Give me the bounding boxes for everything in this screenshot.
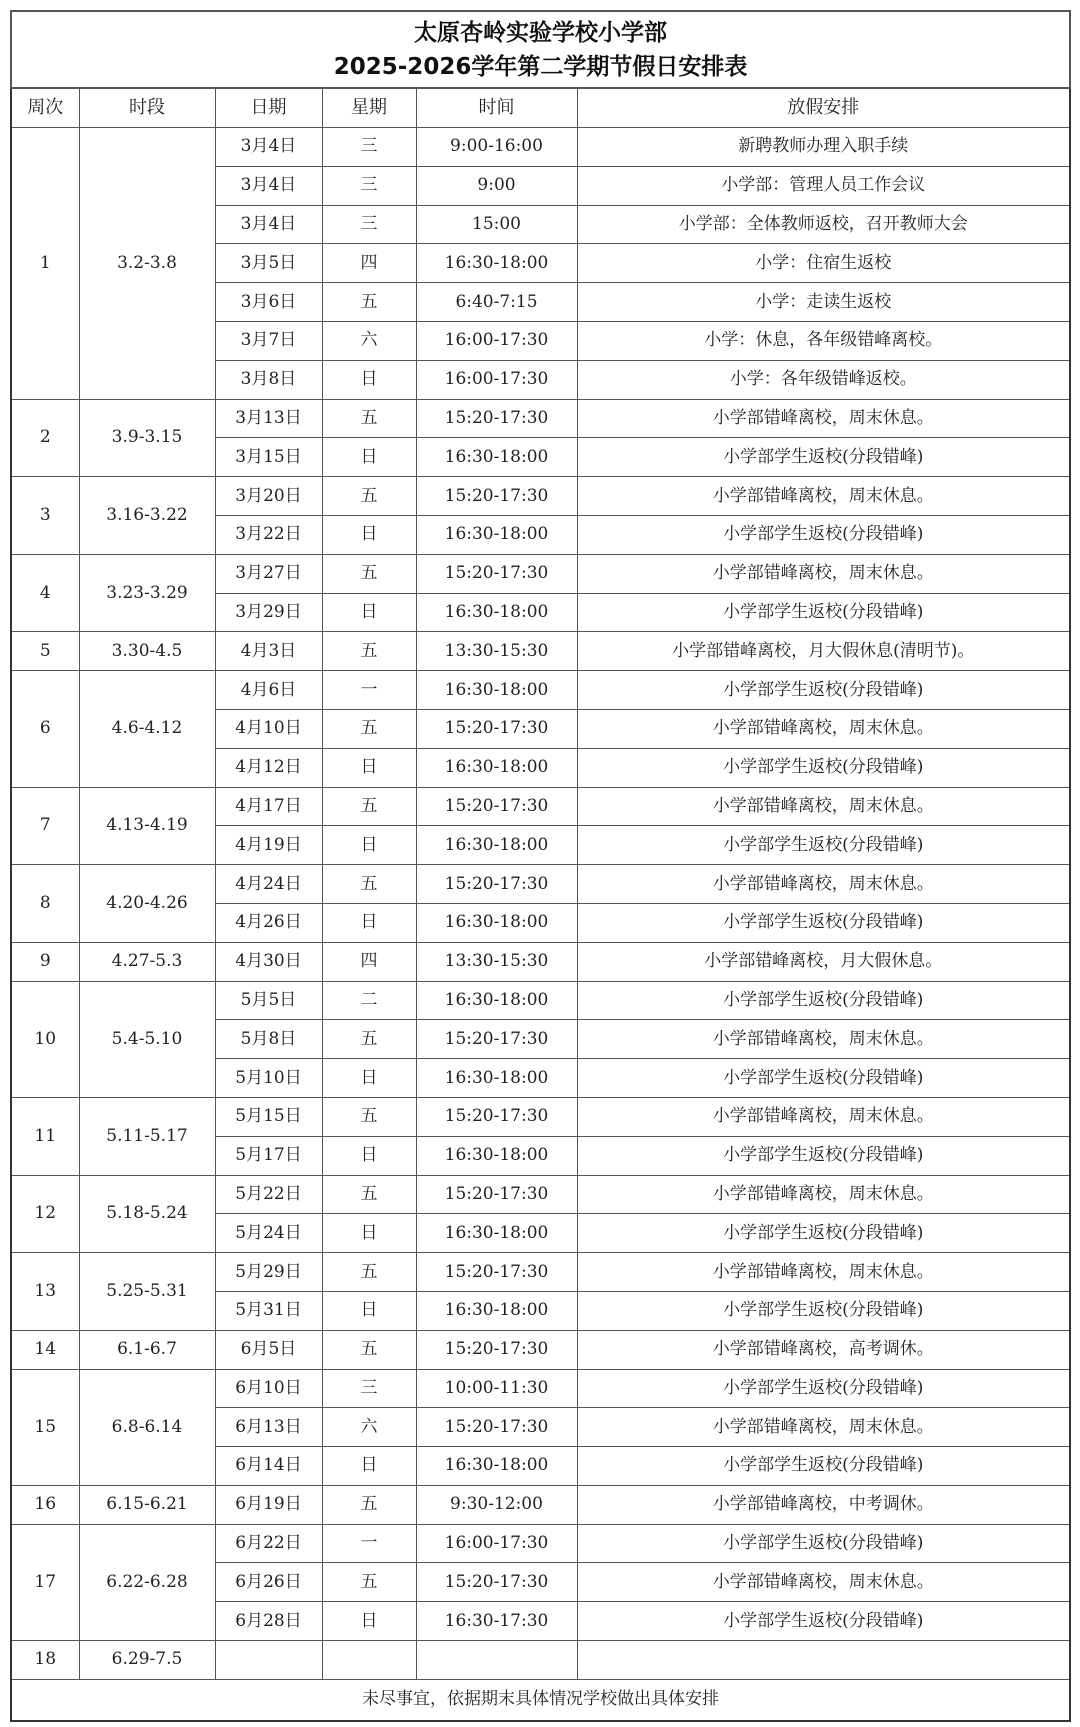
week-period: 5.25-5.31 <box>79 1253 215 1331</box>
row-arrangement: 小学部学生返校(分段错峰) <box>577 1447 1070 1486</box>
schedule-table <box>10 10 1071 1722</box>
table-row <box>11 1641 1070 1680</box>
row-arrangement: 小学部错峰离校，高考调休。 <box>577 1330 1070 1369</box>
row-time: 16:00-17:30 <box>416 360 577 399</box>
row-date: 6月19日 <box>215 1485 322 1524</box>
table-row <box>11 787 1070 826</box>
row-time: 15:20-17:30 <box>416 1097 577 1136</box>
row-arrangement: 小学部学生返校(分段错峰) <box>577 438 1070 477</box>
row-weekday: 日 <box>322 593 416 632</box>
row-date: 4月19日 <box>215 826 322 865</box>
row-date: 6月22日 <box>215 1524 322 1563</box>
row-arrangement: 小学部错峰离校，周末休息。 <box>577 399 1070 438</box>
row-time: 13:30-15:30 <box>416 942 577 981</box>
row-arrangement: 小学部错峰离校，月大假休息。 <box>577 942 1070 981</box>
row-arrangement: 新聘教师办理入职手续 <box>577 128 1070 167</box>
week-period: 5.11-5.17 <box>79 1097 215 1175</box>
week-number: 15 <box>11 1369 79 1485</box>
holiday-schedule-sheet <box>10 10 1069 1722</box>
row-time: 15:20-17:30 <box>416 554 577 593</box>
week-number: 10 <box>11 981 79 1097</box>
row-date: 3月8日 <box>215 360 322 399</box>
row-weekday: 五 <box>322 632 416 671</box>
week-number: 2 <box>11 399 79 477</box>
row-weekday: 二 <box>322 981 416 1020</box>
row-time: 15:20-17:30 <box>416 1563 577 1602</box>
row-date: 6月26日 <box>215 1563 322 1602</box>
row-time: 15:20-17:30 <box>416 1408 577 1447</box>
row-arrangement: 小学部学生返校(分段错峰) <box>577 515 1070 554</box>
row-time: 16:30-18:00 <box>416 1291 577 1330</box>
row-date: 5月10日 <box>215 1059 322 1098</box>
row-arrangement: 小学部错峰离校，周末休息。 <box>577 709 1070 748</box>
week-period: 6.8-6.14 <box>79 1369 215 1485</box>
row-weekday: 四 <box>322 942 416 981</box>
row-weekday: 五 <box>322 709 416 748</box>
week-period: 3.2-3.8 <box>79 128 215 400</box>
row-weekday: 五 <box>322 1330 416 1369</box>
row-arrangement: 小学部：管理人员工作会议 <box>577 166 1070 205</box>
week-number: 17 <box>11 1524 79 1640</box>
row-time: 15:20-17:30 <box>416 865 577 904</box>
row-arrangement: 小学部学生返校(分段错峰) <box>577 981 1070 1020</box>
row-arrangement: 小学部错峰离校，周末休息。 <box>577 787 1070 826</box>
row-weekday: 三 <box>322 205 416 244</box>
row-time: 6:40-7:15 <box>416 283 577 322</box>
row-time: 15:20-17:30 <box>416 1175 577 1214</box>
header-date: 日期 <box>215 88 322 128</box>
row-time: 16:30-18:00 <box>416 593 577 632</box>
row-time: 15:20-17:30 <box>416 709 577 748</box>
row-date: 3月29日 <box>215 593 322 632</box>
row-date: 6月10日 <box>215 1369 322 1408</box>
row-time: 16:30-18:00 <box>416 438 577 477</box>
row-time: 15:20-17:30 <box>416 1253 577 1292</box>
row-date: 3月5日 <box>215 244 322 283</box>
row-time: 15:20-17:30 <box>416 399 577 438</box>
row-date: 4月30日 <box>215 942 322 981</box>
row-date: 4月10日 <box>215 709 322 748</box>
row-date: 5月5日 <box>215 981 322 1020</box>
row-time: 16:30-18:00 <box>416 1214 577 1253</box>
row-weekday: 五 <box>322 1563 416 1602</box>
week-number: 8 <box>11 865 79 943</box>
row-date: 5月17日 <box>215 1136 322 1175</box>
week-period: 4.27-5.3 <box>79 942 215 981</box>
header-time: 时间 <box>416 88 577 128</box>
week-number: 18 <box>11 1641 79 1680</box>
row-time: 16:30-18:00 <box>416 1059 577 1098</box>
row-date: 5月31日 <box>215 1291 322 1330</box>
row-time: 13:30-15:30 <box>416 632 577 671</box>
row-date: 4月17日 <box>215 787 322 826</box>
row-weekday: 五 <box>322 554 416 593</box>
row-time: 10:00-11:30 <box>416 1369 577 1408</box>
row-weekday: 六 <box>322 321 416 360</box>
row-time: 9:00-16:00 <box>416 128 577 167</box>
row-arrangement: 小学部错峰离校，周末休息。 <box>577 1408 1070 1447</box>
row-weekday: 日 <box>322 826 416 865</box>
row-weekday: 日 <box>322 360 416 399</box>
header-row <box>11 88 1070 128</box>
row-arrangement <box>577 1641 1070 1680</box>
week-number: 16 <box>11 1485 79 1524</box>
row-arrangement: 小学部错峰离校，周末休息。 <box>577 477 1070 516</box>
row-arrangement: 小学部错峰离校，周末休息。 <box>577 1175 1070 1214</box>
row-weekday: 五 <box>322 1175 416 1214</box>
row-date: 4月6日 <box>215 671 322 710</box>
week-period: 6.29-7.5 <box>79 1641 215 1680</box>
row-weekday: 一 <box>322 1524 416 1563</box>
row-arrangement: 小学部学生返校(分段错峰) <box>577 748 1070 787</box>
table-row <box>11 1369 1070 1408</box>
row-time: 15:20-17:30 <box>416 787 577 826</box>
row-weekday: 日 <box>322 1447 416 1486</box>
table-row <box>11 1097 1070 1136</box>
row-arrangement: 小学部学生返校(分段错峰) <box>577 1214 1070 1253</box>
row-weekday: 日 <box>322 1059 416 1098</box>
row-time: 16:30-18:00 <box>416 748 577 787</box>
row-date: 3月15日 <box>215 438 322 477</box>
row-date: 6月28日 <box>215 1602 322 1641</box>
row-time: 16:30-18:00 <box>416 671 577 710</box>
row-date: 6月5日 <box>215 1330 322 1369</box>
row-arrangement: 小学部学生返校(分段错峰) <box>577 593 1070 632</box>
row-weekday: 五 <box>322 1097 416 1136</box>
row-arrangement: 小学：住宿生返校 <box>577 244 1070 283</box>
title-block <box>11 11 1070 88</box>
row-date: 3月6日 <box>215 283 322 322</box>
week-period: 6.1-6.7 <box>79 1330 215 1369</box>
row-weekday: 五 <box>322 399 416 438</box>
table-row <box>11 1253 1070 1292</box>
week-period: 6.15-6.21 <box>79 1485 215 1524</box>
row-date: 5月29日 <box>215 1253 322 1292</box>
row-time: 16:30-18:00 <box>416 981 577 1020</box>
row-date: 3月13日 <box>215 399 322 438</box>
row-weekday: 四 <box>322 244 416 283</box>
row-date: 3月4日 <box>215 166 322 205</box>
row-date: 4月24日 <box>215 865 322 904</box>
row-weekday: 日 <box>322 1291 416 1330</box>
row-arrangement: 小学部学生返校(分段错峰) <box>577 1524 1070 1563</box>
row-weekday: 日 <box>322 515 416 554</box>
row-time: 16:30-18:00 <box>416 826 577 865</box>
row-weekday: 日 <box>322 438 416 477</box>
row-arrangement: 小学部错峰离校，周末休息。 <box>577 1020 1070 1059</box>
row-arrangement: 小学部：全体教师返校，召开教师大会 <box>577 205 1070 244</box>
row-date: 3月4日 <box>215 128 322 167</box>
row-arrangement: 小学部学生返校(分段错峰) <box>577 1059 1070 1098</box>
row-time: 16:30-18:00 <box>416 515 577 554</box>
week-period: 4.20-4.26 <box>79 865 215 943</box>
title-term: 2025-2026学年第二学期节假日安排表 <box>333 53 748 80</box>
row-arrangement: 小学部学生返校(分段错峰) <box>577 1291 1070 1330</box>
row-arrangement: 小学部错峰离校，周末休息。 <box>577 1563 1070 1602</box>
row-weekday: 日 <box>322 1136 416 1175</box>
row-arrangement: 小学部错峰离校，周末休息。 <box>577 1097 1070 1136</box>
header-weekday: 星期 <box>322 88 416 128</box>
row-arrangement: 小学部错峰离校，中考调休。 <box>577 1485 1070 1524</box>
week-period: 5.18-5.24 <box>79 1175 215 1253</box>
row-date: 3月22日 <box>215 515 322 554</box>
table-row <box>11 942 1070 981</box>
row-time: 9:00 <box>416 166 577 205</box>
table-row <box>11 865 1070 904</box>
row-date: 5月8日 <box>215 1020 322 1059</box>
week-number: 13 <box>11 1253 79 1331</box>
row-time: 16:30-17:30 <box>416 1602 577 1641</box>
row-arrangement: 小学：走读生返校 <box>577 283 1070 322</box>
week-number: 9 <box>11 942 79 981</box>
footer-note: 未尽事宜，依据期末具体情况学校做出具体安排 <box>11 1679 1070 1721</box>
table-row <box>11 477 1070 516</box>
row-weekday: 五 <box>322 477 416 516</box>
table-row <box>11 1524 1070 1563</box>
week-number: 7 <box>11 787 79 865</box>
row-time: 15:20-17:30 <box>416 1020 577 1059</box>
row-weekday: 五 <box>322 865 416 904</box>
row-weekday: 六 <box>322 1408 416 1447</box>
row-date: 5月15日 <box>215 1097 322 1136</box>
table-row <box>11 128 1070 167</box>
table-row <box>11 632 1070 671</box>
row-date: 3月7日 <box>215 321 322 360</box>
week-number: 3 <box>11 477 79 555</box>
row-arrangement: 小学部错峰离校，月大假休息(清明节)。 <box>577 632 1070 671</box>
row-weekday: 三 <box>322 166 416 205</box>
week-period: 3.30-4.5 <box>79 632 215 671</box>
row-date: 4月26日 <box>215 903 322 942</box>
row-arrangement: 小学部错峰离校，周末休息。 <box>577 865 1070 904</box>
row-date <box>215 1641 322 1680</box>
row-weekday: 三 <box>322 1369 416 1408</box>
row-time: 16:30-18:00 <box>416 903 577 942</box>
row-time: 15:00 <box>416 205 577 244</box>
row-arrangement: 小学：各年级错峰返校。 <box>577 360 1070 399</box>
row-date: 5月24日 <box>215 1214 322 1253</box>
header-week: 周次 <box>11 88 79 128</box>
row-weekday: 五 <box>322 283 416 322</box>
row-date: 5月22日 <box>215 1175 322 1214</box>
row-arrangement: 小学部错峰离校，周末休息。 <box>577 1253 1070 1292</box>
row-arrangement: 小学部学生返校(分段错峰) <box>577 903 1070 942</box>
week-period: 3.23-3.29 <box>79 554 215 632</box>
row-date: 6月14日 <box>215 1447 322 1486</box>
table-row <box>11 1175 1070 1214</box>
row-arrangement: 小学部学生返校(分段错峰) <box>577 1602 1070 1641</box>
row-weekday: 日 <box>322 1214 416 1253</box>
row-time: 15:20-17:30 <box>416 1330 577 1369</box>
row-arrangement: 小学：休息，各年级错峰离校。 <box>577 321 1070 360</box>
week-period: 3.9-3.15 <box>79 399 215 477</box>
week-number: 5 <box>11 632 79 671</box>
row-time: 16:00-17:30 <box>416 321 577 360</box>
row-arrangement: 小学部学生返校(分段错峰) <box>577 1136 1070 1175</box>
row-time: 16:30-18:00 <box>416 1447 577 1486</box>
row-date: 3月20日 <box>215 477 322 516</box>
row-time <box>416 1641 577 1680</box>
week-number: 14 <box>11 1330 79 1369</box>
row-date: 6月13日 <box>215 1408 322 1447</box>
row-weekday: 一 <box>322 671 416 710</box>
row-weekday: 日 <box>322 748 416 787</box>
row-arrangement: 小学部学生返校(分段错峰) <box>577 1369 1070 1408</box>
week-period: 5.4-5.10 <box>79 981 215 1097</box>
week-number: 6 <box>11 671 79 787</box>
table-row <box>11 1330 1070 1369</box>
row-arrangement: 小学部学生返校(分段错峰) <box>577 671 1070 710</box>
table-row <box>11 1485 1070 1524</box>
row-weekday: 五 <box>322 1485 416 1524</box>
row-weekday: 五 <box>322 787 416 826</box>
week-number: 12 <box>11 1175 79 1253</box>
row-time: 15:20-17:30 <box>416 477 577 516</box>
week-number: 1 <box>11 128 79 400</box>
row-time: 16:30-18:00 <box>416 1136 577 1175</box>
row-arrangement: 小学部学生返校(分段错峰) <box>577 826 1070 865</box>
row-weekday: 五 <box>322 1253 416 1292</box>
row-weekday: 日 <box>322 903 416 942</box>
row-date: 3月27日 <box>215 554 322 593</box>
week-period: 3.16-3.22 <box>79 477 215 555</box>
header-arrangement: 放假安排 <box>577 88 1070 128</box>
table-row <box>11 554 1070 593</box>
row-weekday: 五 <box>322 1020 416 1059</box>
row-weekday <box>322 1641 416 1680</box>
header-period: 时段 <box>79 88 215 128</box>
week-number: 4 <box>11 554 79 632</box>
row-time: 9:30-12:00 <box>416 1485 577 1524</box>
week-period: 4.6-4.12 <box>79 671 215 787</box>
row-weekday: 三 <box>322 128 416 167</box>
week-period: 6.22-6.28 <box>79 1524 215 1640</box>
footer-row <box>11 1679 1070 1721</box>
row-arrangement: 小学部错峰离校，周末休息。 <box>577 554 1070 593</box>
title-school: 太原杏岭实验学校小学部 <box>414 19 668 46</box>
row-date: 4月12日 <box>215 748 322 787</box>
schedule-body <box>11 128 1070 1680</box>
table-row <box>11 981 1070 1020</box>
row-date: 3月4日 <box>215 205 322 244</box>
row-date: 4月3日 <box>215 632 322 671</box>
table-row <box>11 671 1070 710</box>
row-time: 16:30-18:00 <box>416 244 577 283</box>
row-weekday: 日 <box>322 1602 416 1641</box>
row-time: 16:00-17:30 <box>416 1524 577 1563</box>
table-row <box>11 399 1070 438</box>
week-number: 11 <box>11 1097 79 1175</box>
week-period: 4.13-4.19 <box>79 787 215 865</box>
